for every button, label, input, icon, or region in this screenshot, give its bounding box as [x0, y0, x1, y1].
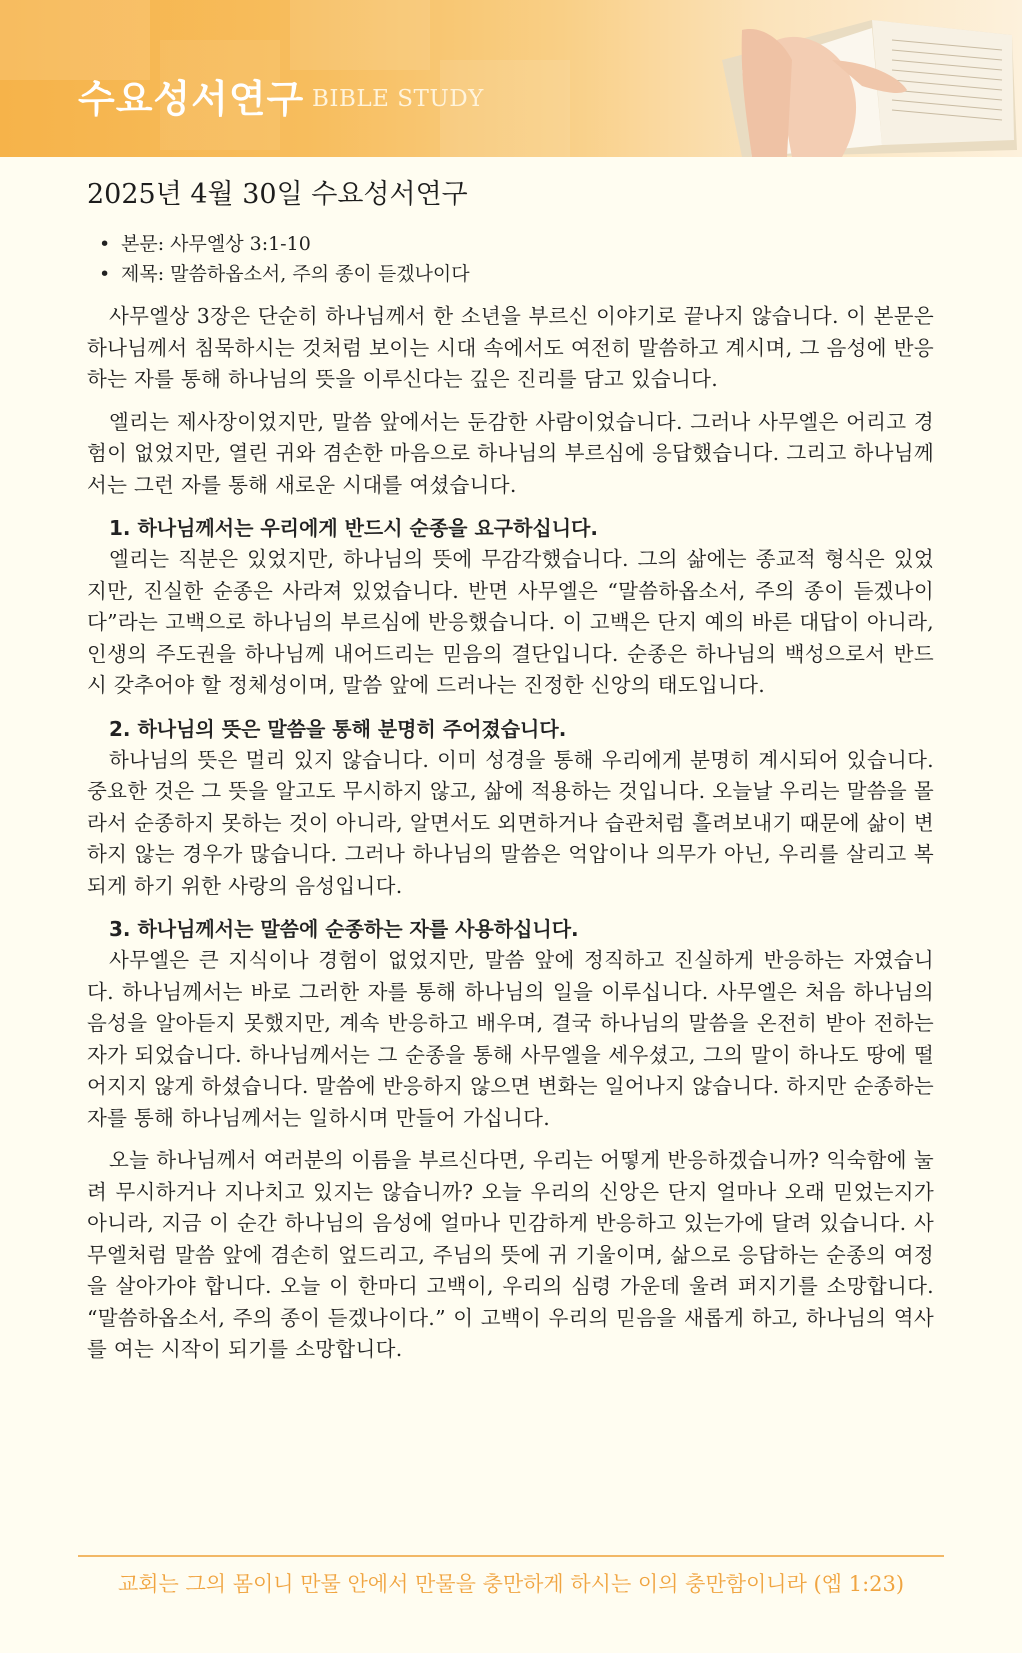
- intro-paragraph: 사무엘상 3장은 단순히 하나님께서 한 소년을 부르신 이야기로 끝나지 않습니다. 이 본문은 하나님께서 침묵하시는 것처럼 보이는 시대 속에서도 여전히 말씀하고 계시며, 그 음성에 반응하는 자를 통해 하나님의 뜻을 이루신다는 깊은 진리를 담고 있습니다.: [87, 304, 934, 391]
- section-body: 사무엘은 큰 지식이나 경험이 없었지만, 말씀 앞에 정직하고 진실하게 반응하는 자였습니다. 하나님께서는 바로 그러한 자를 통해 하나님의 일을 이루십니다. 사무엘은 처음 하나님의 음성을 알아듣지 못했지만, 계속 반응하고 배우며, 결국 하나님의 말씀을 온전히 받아 전하는 자가 되었습니다. 하나님께서는 그 순종을 통해 사무엘을 세우셨고, 그의 말이 하나도 땅에 떨어지지 않게 하셨습니다. 말씀에 반응하지 않으면 변화는 일어나지 않습니다. 하지만 순종하는 자를 통해 하나님께서는 일하시며 만들어 가십니다.: [87, 948, 934, 1130]
- header-banner: [0, 0, 1022, 157]
- header-title: 수요성서연구: [78, 77, 305, 121]
- conclusion-paragraph: 오늘 하나님께서 여러분의 이름을 부르신다면, 우리는 어떻게 반응하겠습니까? 익숙함에 눌려 무시하거나 지나치고 있지는 않습니까? 오늘 우리의 신앙은 단지 얼마나 오래 믿었는지가 아니라, 지금 이 순간 하나님의 음성에 얼마나 민감하게 반응하고 있는가에 달려 있습니다. 사무엘처럼 말씀 앞에 겸손히 엎드리고, 주님의 뜻에 귀 기울이며, 삶으로 응답하는 순종의 여정을 살아가야 합니다. 오늘 이 한마디 고백이, 우리의 심령 가운데 울려 퍼지기를 소망합니다. “말씀하옵소서, 주의 종이 듣겠나이다.” 이 고백이 우리의 믿음을 새롭게 하고, 하나님의 역사를 여는 시작이 되기를 소망합니다.: [87, 1148, 934, 1361]
- list-item: [87, 229, 934, 259]
- scripture-reference: 본문: 사무엘상 3:1-10: [121, 233, 311, 255]
- bullet-icon: •: [99, 233, 111, 255]
- section-body: 엘리는 직분은 있었지만, 하나님의 뜻에 무감각했습니다. 그의 삶에는 종교적 형식은 있었지만, 진실한 순종은 사라져 있었습니다. 반면 사무엘은 “말씀하옵소서, 주의 종이 듣겠나이다”라는 고백으로 하나님의 부르심에 반응했습니다. 이 고백은 단지 예의 바른 대답이 아니라, 인생의 주도권을 하나님께 내어드리는 믿음의 결단입니다. 순종은 하나님의 백성으로서 반드시 갖추어야 할 정체성이며, 말씀 앞에 드러나는 진정한 신앙의 태도입니다.: [87, 547, 934, 697]
- banner-tile: [290, 0, 430, 70]
- page-title: 2025년 4월 30일 수요성서연구: [87, 179, 468, 210]
- bible-hands-illustration: [682, 0, 1022, 157]
- section-heading: 1. 하나님께서는 우리에게 반드시 순종을 요구하십니다.: [109, 516, 598, 540]
- sermon-title: 제목: 말씀하옵소서, 주의 종이 듣겠나이다: [121, 263, 470, 285]
- bullet-icon: •: [99, 263, 111, 285]
- list-item: [87, 259, 934, 289]
- section-heading: 3. 하나님께서는 말씀에 순종하는 자를 사용하십니다.: [109, 917, 579, 941]
- section-heading: 2. 하나님의 뜻은 말씀을 통해 분명히 주어졌습니다.: [109, 716, 567, 741]
- header-subtitle: BIBLE STUDY: [312, 86, 484, 112]
- main-content: [87, 172, 934, 1377]
- section-body: 하나님의 뜻은 멀리 있지 않습니다. 이미 성경을 통해 우리에게 분명히 계시되어 있습니다. 중요한 것은 그 뜻을 알고도 무시하지 않고, 삶에 적용하는 것입니다. 오늘날 우리는 말씀을 몰라서 순종하지 못하는 것이 아니라, 알면서도 외면하거나 습관처럼 흘려보내기 때문에 삶이 변하지 않는 경우가 많습니다. 그러나 하나님의 말씀은 억압이나 의무가 아닌, 우리를 살리고 복되게 하기 위한 사랑의 음성입니다.: [87, 747, 934, 898]
- footer-verse: 교회는 그의 몸이니 만물 안에서 만물을 충만하게 하시는 이의 충만함이니라 (엡 1:23): [117, 1572, 905, 1596]
- meta-list: [87, 229, 934, 289]
- intro-paragraph: 엘리는 제사장이었지만, 말씀 앞에서는 둔감한 사람이었습니다. 그러나 사무엘은 어리고 경험이 없었지만, 열린 귀와 겸손한 마음으로 하나님의 부르심에 응답했습니다. 그리고 하나님께서는 그런 자를 통해 새로운 시대를 여셨습니다.: [87, 409, 934, 497]
- footer-divider: [78, 1555, 944, 1557]
